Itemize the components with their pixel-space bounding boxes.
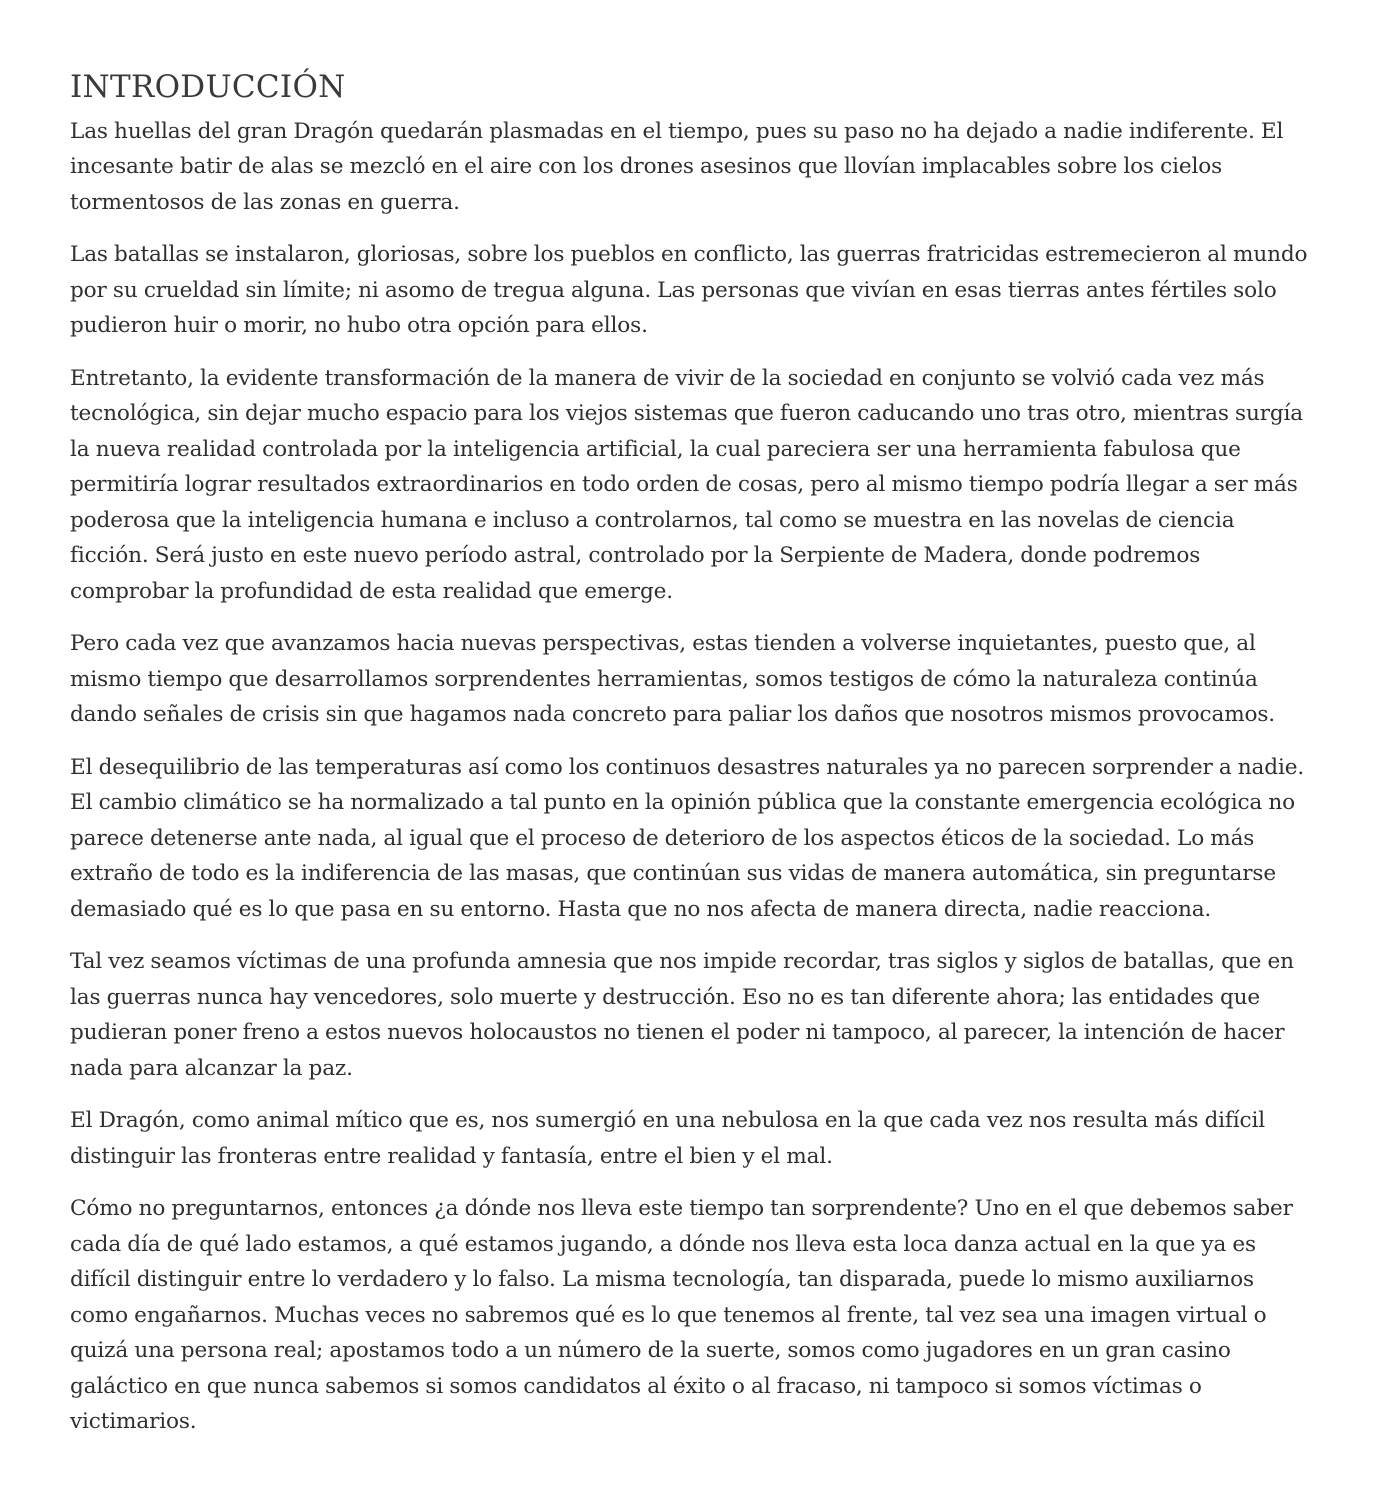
paragraph: Las batallas se instalaron, gloriosas, sobre los pueblos en conflicto, las guerras fratricidas estremecieron al mundo por su crueldad sin límite; ni asomo de tregua alguna. Las personas que vivían en esas tierras antes fértiles solo pudieron huir o morir, no hubo otra opción para ellos. xyxy=(70,242,1308,339)
paragraph: Cómo no preguntarnos, entonces ¿a dónde nos lleva este tiempo tan sorprendente? Uno en el que debemos saber cada día de qué lado estamos, a qué estamos jugando, a dónde nos lleva esta loca danza actual en la que ya es difícil distinguir entre lo verdadero y lo falso. La misma tecnología, tan disparada, puede lo mismo auxiliarnos como engañarnos. Muchas veces no sabremos qué es lo que tenemos al frente, tal vez sea una imagen virtual o quizá una persona real; apostamos todo a un número de la suerte, somos como jugadores en un gran casino galáctico en que nunca sabemos si somos candidatos al éxito o al fracaso, ni tampoco si somos víctimas o victimarios. xyxy=(70,1196,1293,1435)
paragraph: El Dragón, como animal mítico que es, nos sumergió en una nebulosa en la que cada vez nos resulta más difícil distinguir las fronteras entre realidad y fantasía, entre el bien y el mal. xyxy=(70,1108,1265,1169)
paragraph: Tal vez seamos víctimas de una profunda amnesia que nos impide recordar, tras siglos y siglos de batallas, que en las guerras nunca hay vencedores, solo muerte y destrucción. Eso no es tan diferente ahora; las entidades que pudieran poner freno a estos nuevos holocaustos no tienen el poder ni tampoco, al parecer, la intención de hacer nada para alcanzar la paz. xyxy=(70,949,1294,1081)
paragraph: Las huellas del gran Dragón quedarán plasmadas en el tiempo, pues su paso no ha dejado a nadie indiferente. El incesante batir de alas se mezcló en el aire con los drones asesinos que llovían implacables sobre los cielos tormentosos de las zonas en guerra. xyxy=(70,118,1284,215)
paragraph: Pero cada vez que avanzamos hacia nuevas perspectivas, estas tienden a volverse inquietantes, puesto que, al mismo tiempo que desarrollamos sorprendentes herramientas, somos testigos de cómo la naturaleza continúa dando señales de crisis sin que hagamos nada concreto para paliar los daños que nosotros mismos provocamos. xyxy=(70,631,1276,728)
paragraph: El desequilibrio de las temperaturas así como los continuos desastres naturales ya no parecen sorprender a nadie. El cambio climático se ha normalizado a tal punto en la opinión pública que la constante emergencia ecológica no parece detenerse ante nada, al igual que el proceso de deterioro de los aspectos éticos de la sociedad. Lo más extraño de todo es la indiferencia de las masas, que continúan sus vidas de manera automática, sin preguntarse demasiado qué es lo que pasa en su entorno. Hasta que no nos afecta de manera directa, nadie reacciona. xyxy=(70,754,1305,922)
article xyxy=(70,68,1310,1457)
paragraph: Entretanto, la evidente transformación de la manera de vivir de la sociedad en conjunto se volvió cada vez más tecnológica, sin dejar mucho espacio para los viejos sistemas que fueron caducando uno tras otro, mientras surgía la nueva realidad controlada por la inteligencia artificial, la cual pareciera ser una herramienta fabulosa que permitiría lograr resultados extraordinarios en todo orden de cosas, pero al mismo tiempo podría llegar a ser más poderosa que la inteligencia humana e incluso a controlarnos, tal como se muestra en las novelas de ciencia ficción. Será justo en este nuevo período astral, controlado por la Serpiente de Madera, donde podremos comprobar la profundidad de esta realidad que emerge. xyxy=(70,365,1304,604)
section-heading: INTRODUCCIÓN xyxy=(70,69,346,105)
